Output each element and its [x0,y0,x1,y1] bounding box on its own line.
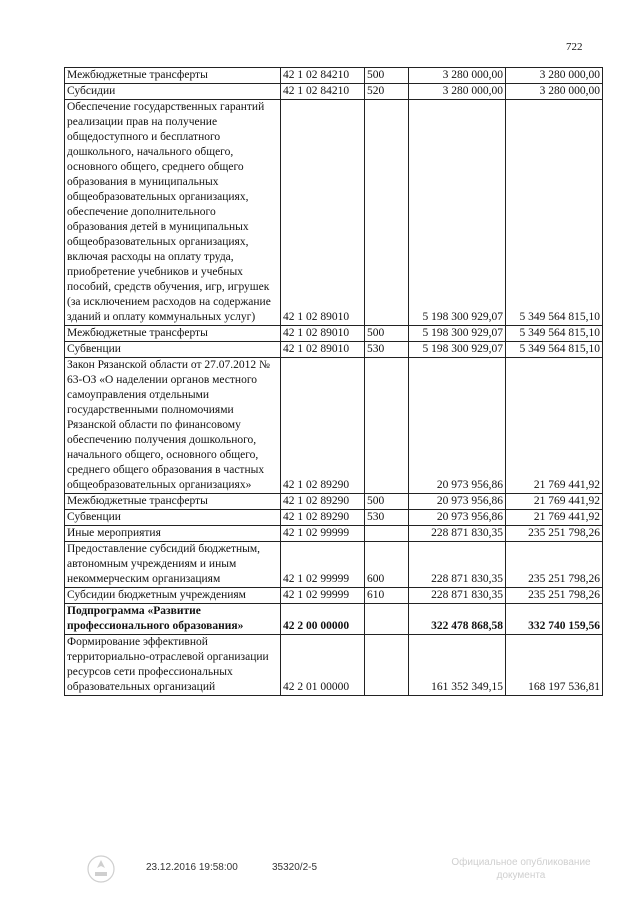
table-row [65,326,603,342]
row-name-cell: Формирование эффективной территориально-отраслевой организации ресурсов сети профессиональных образовательных организаций [65,635,281,696]
table-row [65,68,603,84]
row-amount-year-1-cell: 20 973 956,86 [409,494,506,510]
row-code-cell: 42 1 02 89290 [281,510,365,526]
row-expense-type-cell [365,100,409,326]
row-amount-year-1-cell: 228 871 830,35 [409,542,506,588]
watermark-line-1: Официальное опубликование [451,857,591,868]
row-amount-year-2-cell: 235 251 798,26 [506,526,603,542]
watermark-line-2: документа [496,870,546,881]
row-code-cell: 42 1 02 99999 [281,526,365,542]
footer-document-code: 35320/2-5 [272,862,318,873]
row-name-cell: Субсидии бюджетным учреждениям [65,588,281,604]
row-expense-type-cell: 500 [365,494,409,510]
row-expense-type-cell [365,358,409,494]
row-code-cell: 42 1 02 89290 [281,494,365,510]
row-code-cell: 42 1 02 84210 [281,68,365,84]
watermark [446,856,596,882]
table-row [65,604,603,635]
row-amount-year-2-cell: 3 280 000,00 [506,84,603,100]
row-name-cell: Субвенции [65,510,281,526]
table-row [65,358,603,494]
row-amount-year-2-cell: 5 349 564 815,10 [506,342,603,358]
row-expense-type-cell: 500 [365,68,409,84]
page-footer [0,858,640,888]
budget-table [64,67,603,696]
table-row [65,84,603,100]
stamp-icon [86,854,116,884]
row-amount-year-1-cell: 3 280 000,00 [409,84,506,100]
row-expense-type-cell: 530 [365,510,409,526]
row-amount-year-2-cell: 5 349 564 815,10 [506,326,603,342]
row-amount-year-1-cell: 5 198 300 929,07 [409,342,506,358]
table-row [65,635,603,696]
row-amount-year-1-cell: 228 871 830,35 [409,588,506,604]
row-expense-type-cell: 530 [365,342,409,358]
table-row [65,542,603,588]
row-name-cell: Субсидии [65,84,281,100]
row-amount-year-2-cell: 168 197 536,81 [506,635,603,696]
row-code-cell: 42 1 02 89010 [281,326,365,342]
table-row [65,342,603,358]
row-expense-type-cell [365,526,409,542]
table-row [65,494,603,510]
row-amount-year-2-cell: 21 769 441,92 [506,358,603,494]
row-code-cell: 42 1 02 99999 [281,542,365,588]
row-name-cell: Межбюджетные трансферты [65,326,281,342]
row-amount-year-1-cell: 3 280 000,00 [409,68,506,84]
row-expense-type-cell: 520 [365,84,409,100]
row-amount-year-2-cell: 332 740 159,56 [506,604,603,635]
row-code-cell: 42 2 00 00000 [281,604,365,635]
row-amount-year-2-cell: 3 280 000,00 [506,68,603,84]
row-amount-year-1-cell: 20 973 956,86 [409,358,506,494]
row-amount-year-1-cell: 322 478 868,58 [409,604,506,635]
row-amount-year-1-cell: 5 198 300 929,07 [409,326,506,342]
row-code-cell: 42 1 02 99999 [281,588,365,604]
row-expense-type-cell: 600 [365,542,409,588]
row-expense-type-cell [365,604,409,635]
row-name-cell: Межбюджетные трансферты [65,68,281,84]
row-amount-year-2-cell: 21 769 441,92 [506,494,603,510]
row-name-cell: Закон Рязанской области от 27.07.2012 № 63-ОЗ «О наделении органов местного самоуправления отдельными государственными полномочиями Рязанской области по финансовому обеспечению получения дошкольного, начального общего, основного общего, среднего общего образования в частных общеобразовательных организациях» [65,358,281,494]
row-amount-year-1-cell: 228 871 830,35 [409,526,506,542]
row-expense-type-cell [365,635,409,696]
row-code-cell: 42 1 02 89010 [281,100,365,326]
row-code-cell: 42 1 02 89290 [281,358,365,494]
row-name-cell: Обеспечение государственных гарантий реализации прав на получение общедоступного и бесплатного дошкольного, начального общего, основного общего, среднего общего образования в муниципальных общеобразовательных организациях, обеспечение дополнительного образования детей в муниципальных общеобразовательных организациях, включая расходы на оплату труда, приобретение учебников и учебных пособий, средств обучения, игр, игрушек (за исключением расходов на содержание зданий и оплату коммунальных услуг) [65,100,281,326]
table-row [65,510,603,526]
row-amount-year-2-cell: 5 349 564 815,10 [506,100,603,326]
budget-table-body [65,68,603,696]
row-code-cell: 42 2 01 00000 [281,635,365,696]
row-expense-type-cell: 500 [365,326,409,342]
row-expense-type-cell: 610 [365,588,409,604]
row-name-cell: Иные мероприятия [65,526,281,542]
table-row [65,100,603,326]
row-amount-year-1-cell: 20 973 956,86 [409,510,506,526]
row-amount-year-2-cell: 235 251 798,26 [506,588,603,604]
row-name-cell: Предоставление субсидий бюджетным, автономным учреждениям и иным некоммерческим организациям [65,542,281,588]
row-amount-year-2-cell: 235 251 798,26 [506,542,603,588]
row-code-cell: 42 1 02 84210 [281,84,365,100]
footer-date: 23.12.2016 19:58:00 [146,862,238,873]
row-name-cell: Субвенции [65,342,281,358]
row-amount-year-1-cell: 161 352 349,15 [409,635,506,696]
row-amount-year-1-cell: 5 198 300 929,07 [409,100,506,326]
page-number: 722 [566,41,583,53]
table-row [65,526,603,542]
row-name-cell: Межбюджетные трансферты [65,494,281,510]
row-name-cell: Подпрограмма «Развитие профессионального образования» [65,604,281,635]
table-row [65,588,603,604]
row-amount-year-2-cell: 21 769 441,92 [506,510,603,526]
row-code-cell: 42 1 02 89010 [281,342,365,358]
